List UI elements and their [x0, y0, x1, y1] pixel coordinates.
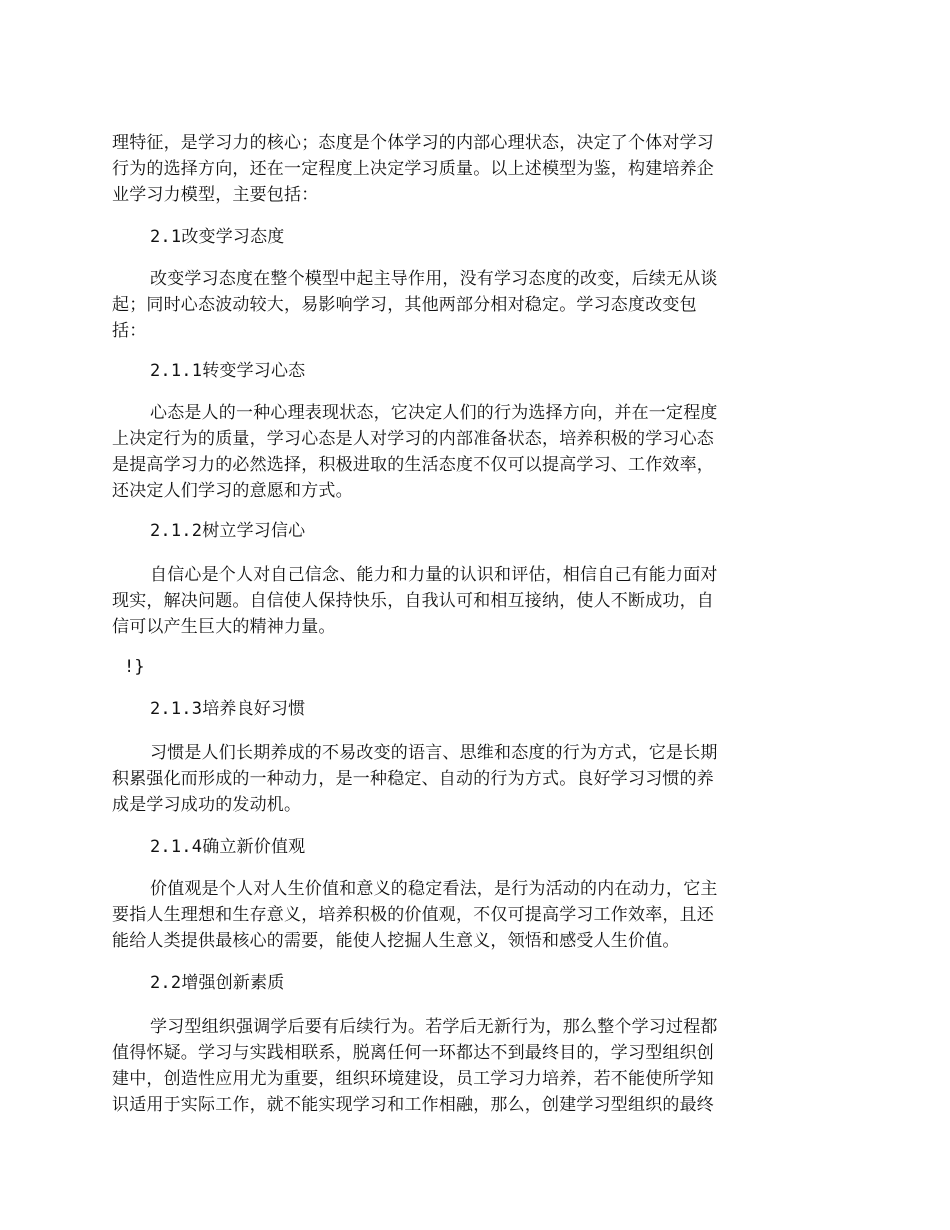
- section-heading: [150, 696, 305, 722]
- section-heading: [150, 970, 285, 996]
- section-heading: [150, 358, 305, 384]
- paragraph-line: 理特征，是学习力的核心；态度是个体学习的内部心理状态，决定了个体对学习: [112, 133, 714, 153]
- paragraph-line: 行为的选择方向，还在一定程度上决定学习质量。以上述模型为鉴，构建培养企: [112, 159, 714, 179]
- section-title: 培养良好习惯: [202, 699, 306, 719]
- paragraph-line: 信可以产生巨大的精神力量。: [112, 617, 336, 637]
- paragraph-line: 业学习力模型，主要包括：: [112, 185, 319, 205]
- section-heading: [150, 518, 305, 544]
- section-heading: [150, 834, 305, 860]
- section-number: 2.1.2: [150, 521, 203, 541]
- paragraph-line: 识适用于实际工作，就不能实现学习和工作相融，那么，创建学习型组织的最终: [112, 1095, 714, 1115]
- paragraph-line: 心态是人的一种心理表现状态，它决定人们的行为选择方向，并在一定程度: [150, 403, 718, 423]
- section-title: 确立新价值观: [202, 837, 306, 857]
- stray-mark: !}: [124, 657, 145, 677]
- paragraph-line: 起；同时心态波动较大，易影响学习，其他两部分相对稳定。学习态度改变包: [112, 295, 697, 315]
- paragraph-line: 还决定人们学习的意愿和方式。: [112, 481, 353, 501]
- section-heading: [150, 224, 285, 250]
- section-number: 2.1.1: [150, 361, 203, 381]
- paragraph-line: 要指人生理想和生存意义，培养积极的价值观，不仅可提高学习工作效率，且还: [112, 905, 714, 925]
- paragraph-line: 上决定行为的质量，学习心态是人对学习的内部准备状态，培养积极的学习心态: [112, 429, 714, 449]
- section-number: 2.1: [150, 227, 182, 247]
- section-title: 转变学习心态: [202, 361, 306, 381]
- paragraph-line: 成是学习成功的发动机。: [112, 795, 302, 815]
- paragraph-line: 建中，创造性应用尤为重要，组织环境建设，员工学习力培养，若不能使所学知: [112, 1069, 714, 1089]
- paragraph-line: 积累强化而形成的一种动力，是一种稳定、自动的行为方式。良好学习习惯的养: [112, 769, 714, 789]
- paragraph-line: 能给人类提供最核心的需要，能使人挖掘人生意义，领悟和感受人生价值。: [112, 931, 680, 951]
- paragraph-line: 改变学习态度在整个模型中起主导作用，没有学习态度的改变，后续无从谈: [150, 269, 718, 289]
- paragraph-line: 价值观是个人对人生价值和意义的稳定看法，是行为活动的内在动力，它主: [150, 879, 718, 899]
- section-number: 2.1.3: [150, 699, 203, 719]
- section-title: 改变学习态度: [181, 227, 285, 247]
- paragraph-line: 学习型组织强调学后要有后续行为。若学后无新行为，那么整个学习过程都: [150, 1017, 718, 1037]
- paragraph-line: 括：: [112, 321, 147, 341]
- paragraph-line: 是提高学习力的必然选择，积极进取的生活态度不仅可以提高学习、工作效率，: [112, 455, 714, 475]
- paragraph-line: 值得怀疑。学习与实践相联系，脱离任何一环都达不到最终目的，学习型组织创: [112, 1043, 714, 1063]
- paragraph-line: 现实，解决问题。自信使人保持快乐，自我认可和相互接纳，使人不断成功，自: [112, 591, 714, 611]
- section-title: 增强创新素质: [181, 973, 285, 993]
- section-number: 2.1.4: [150, 837, 203, 857]
- section-number: 2.2: [150, 973, 182, 993]
- section-title: 树立学习信心: [202, 521, 306, 541]
- paragraph-line: 习惯是人们长期养成的不易改变的语言、思维和态度的行为方式，它是长期: [150, 743, 718, 763]
- paragraph-line: 自信心是个人对自己信念、能力和力量的认识和评估，相信自己有能力面对: [150, 565, 718, 585]
